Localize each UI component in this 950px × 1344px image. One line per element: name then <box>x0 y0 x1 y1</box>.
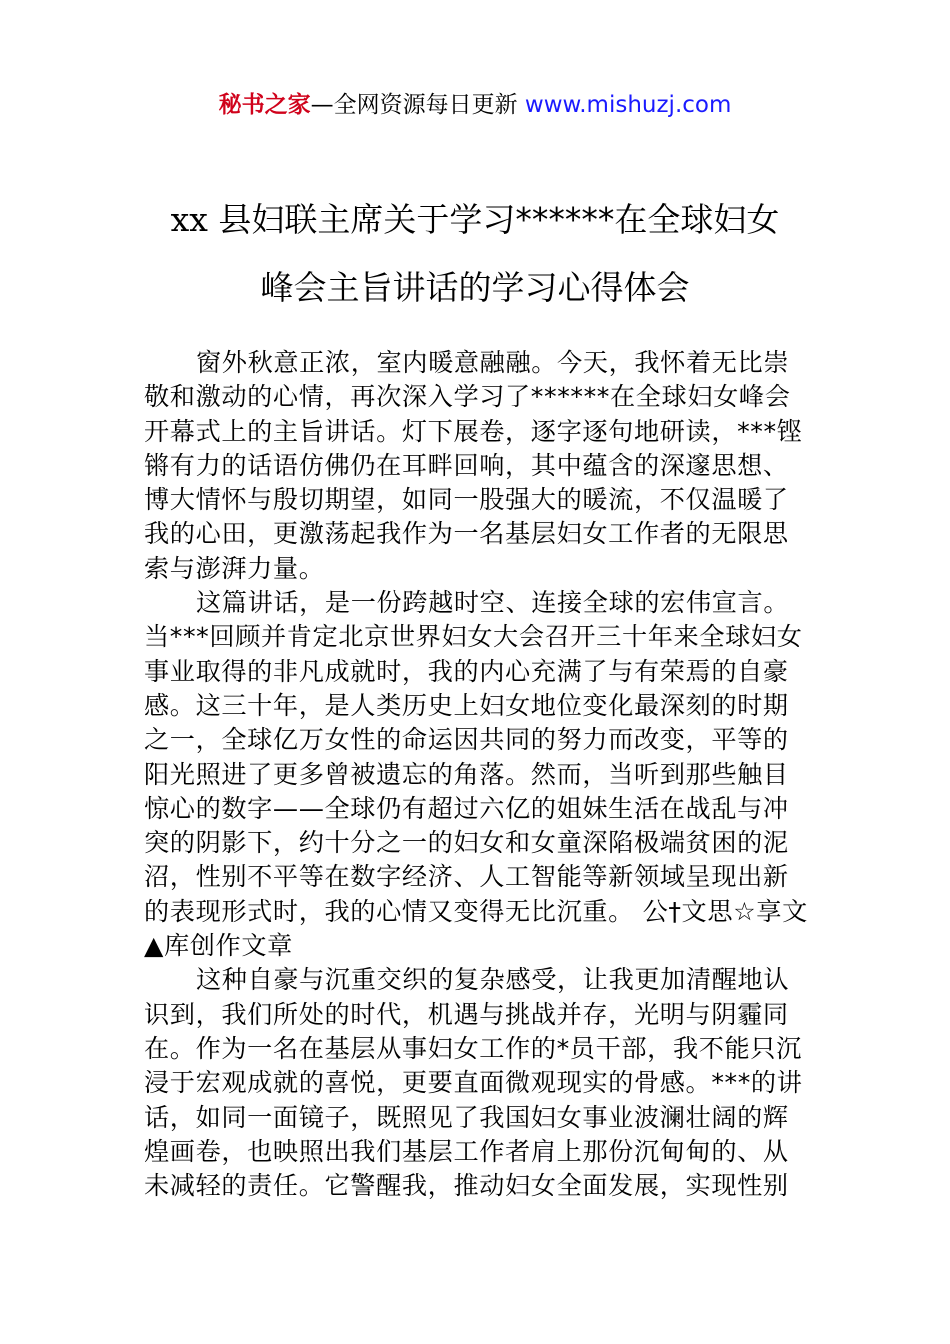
paragraph-2-line: 阳光照进了更多曾被遗忘的角落。然而，当听到那些触目 <box>144 759 789 789</box>
paragraph-3-line: 煌画卷，也映照出我们基层工作者肩上那份沉甸甸的、从 <box>144 1136 789 1166</box>
title-prefix: xx <box>170 200 208 239</box>
paragraph-3-line: 识到，我们所处的时代，机遇与挑战并存，光明与阴霾同 <box>144 999 789 1029</box>
document-title <box>100 186 850 322</box>
paragraph-2-line: ▲库创作文章 <box>144 931 293 961</box>
paragraph-2-line: 感。这三十年，是人类历史上妇女地位变化最深刻的时期 <box>144 690 789 720</box>
paragraph-1-line: 我的心田，更激荡起我作为一名基层妇女工作者的无限思 <box>144 519 789 549</box>
paragraph-3-line: 未减轻的责任。它警醒我，推动妇女全面发展，实现性别 <box>144 1171 789 1201</box>
site-url-link[interactable]: www.mishuzj.com <box>524 92 732 118</box>
paragraph-2-line: 之一，全球亿万女性的命运因共同的努力而改变，平等的 <box>144 725 789 755</box>
paragraph-2-line: 惊心的数字——全球仍有超过六亿的姐妹生活在战乱与冲 <box>144 793 789 823</box>
paragraph-3-line: 这种自豪与沉重交织的复杂感受，让我更加清醒地认 <box>196 965 790 995</box>
paragraph-1-line: 敬和激动的心情，再次深入学习了******在全球妇女峰会 <box>144 382 791 412</box>
paragraph-3-line: 在。作为一名在基层从事妇女工作的*员干部，我不能只沉 <box>144 1033 802 1063</box>
paragraph-2-line: 沼，性别不平等在数字经济、人工智能等新领域呈现出新 <box>144 862 789 892</box>
paragraph-1-line: 索与澎湃力量。 <box>144 553 325 583</box>
paragraph-3-line: 浸于宏观成就的喜悦，更要直面微观现实的骨感。***的讲 <box>144 1068 803 1098</box>
paragraph-2-line: 的表现形式时，我的心情又变得无比沉重。 公†文思☆享文 <box>144 896 808 926</box>
site-brand: 秘书之家 <box>218 92 311 118</box>
site-header <box>0 88 950 122</box>
paragraph-3-line: 话，如同一面镜子，既照见了我国妇女事业波澜壮阔的辉 <box>144 1102 789 1132</box>
title-line-1-text: 县妇联主席关于学习******在全球妇女 <box>207 200 780 239</box>
paragraph-2-line: 突的阴影下，约十分之一的妇女和女童深陷极端贫困的泥 <box>144 828 789 858</box>
paragraph-2-line: 事业取得的非凡成就时，我的内心充满了与有荣焉的自豪 <box>144 656 789 686</box>
title-line-2: 峰会主旨讲话的学习心得体会 <box>260 268 690 307</box>
title-line-1 <box>100 186 850 254</box>
paragraph-2-line: 当***回顾并肯定北京世界妇女大会召开三十年来全球妇女 <box>144 622 803 652</box>
paragraph-1-line: 锵有力的话语仿佛仍在耳畔回响，其中蕴含的深邃思想、 <box>144 450 789 480</box>
paragraph-1-line: 窗外秋意正浓，室内暖意融融。今天，我怀着无比崇 <box>196 348 790 377</box>
site-slogan: —全网资源每日更新 <box>310 92 525 118</box>
document-body <box>144 346 814 1203</box>
paragraph-1-line: 博大情怀与殷切期望，如同一股强大的暖流，不仅温暖了 <box>144 485 789 515</box>
paragraph-1-line: 开幕式上的主旨讲话。灯下展卷，逐字逐句地研读，***铿 <box>144 416 803 446</box>
paragraph-2-line: 这篇讲话，是一份跨越时空、连接全球的宏伟宣言。 <box>196 588 790 618</box>
